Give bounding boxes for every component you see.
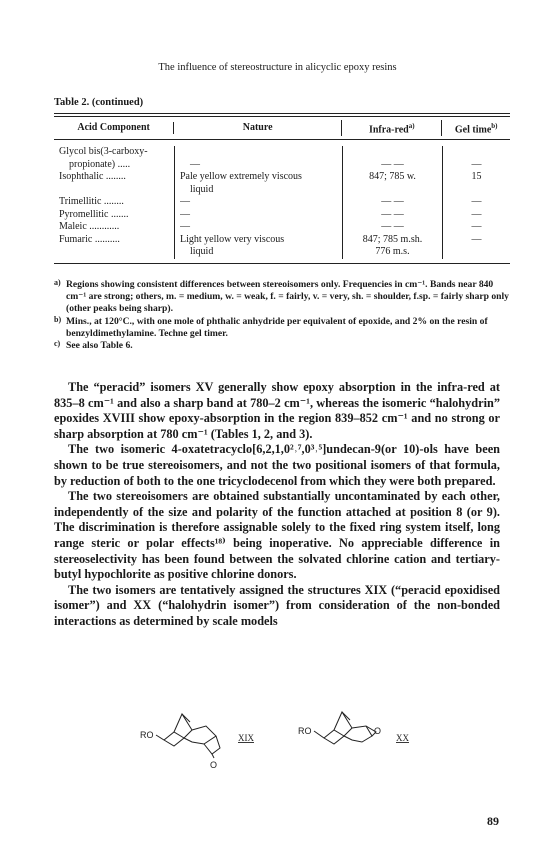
structure-xx-group-label: RO [298,726,312,736]
table-cell-nature: Pale yellow extremely viscous [180,171,302,182]
header-gel-time [441,120,510,137]
table-cell-ir [343,184,442,197]
table-cell-ir: — — [381,196,404,207]
data-table [54,113,510,264]
table-cell-acid [59,246,174,259]
column-infra-red [342,146,442,259]
table-cell-nature: — [180,196,190,207]
page-number: 89 [487,814,499,828]
table-cell-acid: Pyromellitic ....... [59,208,129,220]
table-cell-ir: 847; 785 m.sh. [362,233,423,245]
table-cell-ir: 847; 785 w. [369,171,416,182]
table-cell-gel: — [471,158,482,170]
table-cell-ir: — — [381,208,404,220]
table-cell-gel: — [471,196,482,207]
table-cell-gel [443,184,510,197]
paragraph: The two stereoisomers are obtained substantially uncontaminated by each other, independently of the size and polarity of the function attached at position 8 (or 9). The discrimination is therefore assignable solely to the fixed ring system itself, long range steric or polar effects¹⁸⁾ being inoperative. No appreciable difference in stereoselectivity has been found between the solvated chlorine cation and tertiary-butyl hypochlorite as positive chlorine donors. [54,489,500,582]
footnote [54,316,514,340]
column-gel-time [442,146,510,259]
table-cell-gel: — [471,233,482,245]
table-cell-acid: Fumaric .......... [59,233,120,245]
footnote-text: Mins., at 120°C., with one mole of phthalic anhydride per equivalent of epoxide, and 2% on the resin of benzyldimethylamine. Techne gel timer. [66,315,488,339]
footnote [54,340,514,352]
table-cell-nature: — [180,221,190,232]
table-body [54,140,510,263]
running-head: The influence of stereostructure in alicyclic epoxy resins [158,62,397,73]
footnote-text: Regions showing consistent differences between stereoisomers only. Frequencies in cm⁻¹. Bands near 840 cm⁻¹ are strong; others, m. = medium, w. = weak, f. = fairly, v. = very, sh. = shoulder, f.sp. = fairly sharp only (other peaks being sharp). [66,279,509,315]
table-cell-acid [59,184,174,197]
table-cell-ir: — — [381,221,404,232]
table-cell-gel [443,146,510,159]
paragraph: The “peracid” isomers XV generally show epoxy absorption in the infra-red at 835–8 cm⁻¹ and also a sharp band at 780–2 cm⁻¹, whereas the isomeric “halohydrin” epoxides XVIII show epoxy-absorption in the region 839–852 cm⁻¹ and no strong or sharp absorption at 780 cm⁻¹ (Tables 1, 2, and 3). [54,380,500,441]
column-nature [174,146,342,259]
footnote-mark: b) [54,314,62,324]
table-cell-acid: Trimellitic ........ [59,196,124,207]
footnote-mark: c) [54,339,61,349]
footnote-text: See also Table 6. [66,340,133,352]
table-header-row [54,117,510,139]
table-cell-gel: — [471,208,482,220]
table-cell-gel: — [471,221,482,232]
table-cell-ir [343,146,442,159]
table-cell-ir: 776 m.s. [375,246,410,257]
structure-xix [140,714,254,770]
header-infra-red-label: Infra-red [368,123,409,135]
table-cell-acid: Maleic ............ [59,221,120,232]
table-cell-acid: Isophthalic ........ [59,171,126,182]
table-cell-acid: Glycol bis(3-carboxy- [59,146,148,157]
table-cell-nature: liquid [190,183,214,195]
table-cell-nature: Light yellow very viscous [180,233,285,245]
footnote [54,279,514,316]
structure-xx-numeral: XX [396,733,409,743]
structure-xx-epoxide-label: O [374,726,382,736]
paragraph: The two isomeric 4-oxatetracyclo[6,2,1,0²˒⁷,0³˒⁵]undecan-9(or 10)-ols have been shown to be true stereoisomers, and not the two positional isomers of that formula, by reduction of both to the one tricyclodecenol from which they were both prepared. [54,442,500,488]
table-footnotes [54,279,514,352]
table-cell-nature: — [180,208,190,220]
header-gel-time-mark: b) [491,121,498,130]
table-caption: Table 2. (continued) [54,97,144,108]
structure-xix-numeral: XIX [238,733,254,743]
footnote-mark: a) [54,278,61,287]
table-cell-gel [443,246,510,259]
table-cell-acid: propionate) ..... [69,158,131,170]
header-gel-time-label: Gel time [454,123,492,135]
table-cell-nature: liquid [190,246,214,257]
column-acid-component [54,146,174,259]
structure-xix-epoxide-label: O [210,760,218,770]
table-bottom-rule [54,263,510,264]
structure-figure [140,708,440,778]
header-nature: Nature [173,122,341,135]
table-cell-gel: 15 [471,171,482,182]
header-acid-component: Acid Component [77,121,150,133]
header-infra-red-mark: a) [408,121,415,130]
structure-xx [298,712,409,744]
body-text [54,380,500,630]
paragraph: The two isomers are tentatively assigned the structures XIX (“peracid epoxidised isomer”) and XX (“halohydrin isomer”) from consideration of the non-bonded interactions as determined by scale models [54,582,500,628]
structure-xix-group-label: RO [140,730,154,740]
table-cell-ir: — — [381,158,404,170]
header-infra-red [341,120,441,137]
table-cell-nature: — [190,158,200,170]
table-cell-nature [180,146,342,159]
